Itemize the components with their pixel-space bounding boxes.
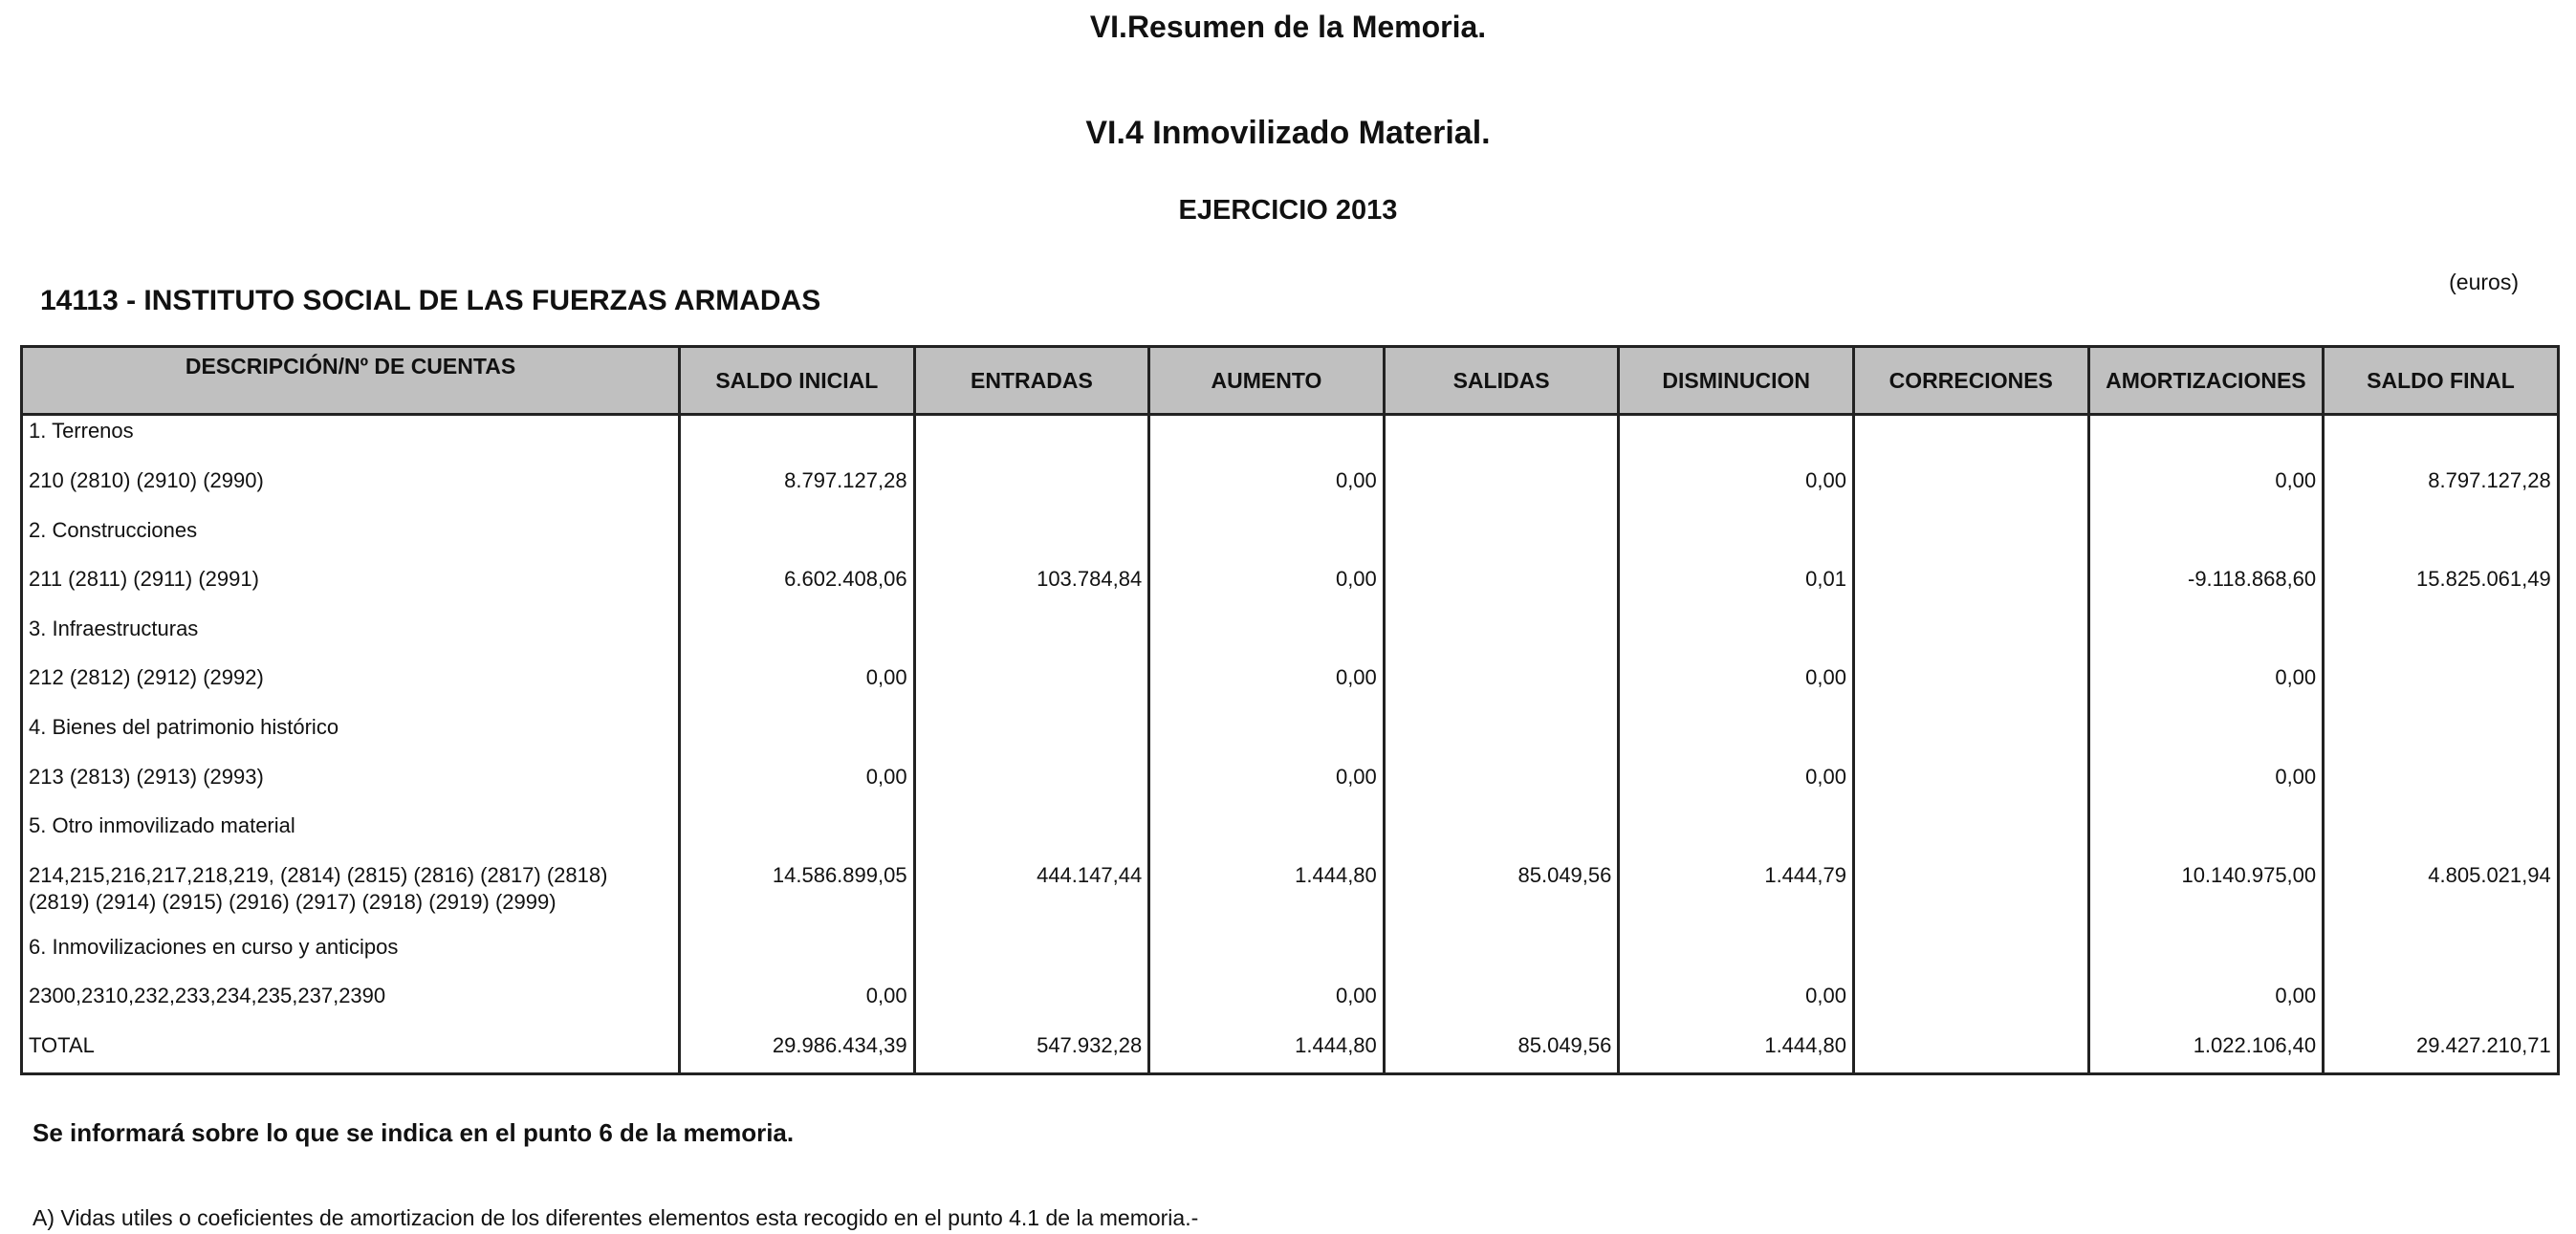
table-cell [2324,608,2559,658]
row-description-line: 214,215,216,217,218,219, (2814) (2815) (2816) (2817) (2818) [29,862,608,887]
table-cell: 85.049,56 [1384,1025,1619,1074]
table-row [22,756,2559,806]
table-cell: 0,00 [1149,657,1385,706]
table-cell [1384,460,1619,509]
table-cell [1853,756,2088,806]
table-cell [914,509,1149,559]
table-row [22,415,2559,461]
currency-unit-label: (euros) [2449,270,2519,294]
table-cell: 1.444,80 [1619,1025,1854,1074]
table-cell: 15.825.061,49 [2324,558,2559,608]
table-cell: 103.784,84 [914,558,1149,608]
table-cell: 4.805.021,94 [2324,855,2559,926]
column-header: SALDO FINAL [2324,347,2559,415]
table-cell: 0,00 [1149,460,1385,509]
row-description: 4. Bienes del patrimonio histórico [22,706,680,756]
table-cell [680,415,915,461]
table-cell: 0,00 [2088,657,2324,706]
table-header-row [22,347,2559,415]
table-cell [1384,558,1619,608]
table-cell: 0,00 [1619,460,1854,509]
table-cell [1384,657,1619,706]
column-header: SALDO INICIAL [680,347,915,415]
table-cell: 0,00 [1149,558,1385,608]
table-cell [914,657,1149,706]
table-cell [1853,460,2088,509]
table-cell: 1.022.106,40 [2088,1025,2324,1074]
table-cell [1384,975,1619,1025]
table-cell: 8.797.127,28 [2324,460,2559,509]
row-description: 2. Construcciones [22,509,680,559]
table-cell: -9.118.868,60 [2088,558,2324,608]
table-cell [1384,608,1619,658]
table-row [22,926,2559,976]
table-cell: 0,00 [1619,756,1854,806]
table-cell: 0,00 [1149,975,1385,1025]
table-cell [2324,706,2559,756]
table-cell [1853,415,2088,461]
table-cell [914,805,1149,855]
table-cell [1853,706,2088,756]
table-cell [1149,415,1385,461]
row-description-line: (2819) (2914) (2915) (2916) (2917) (2918) (2919) (2999) [29,889,557,914]
column-header: DISMINUCION [1619,347,1854,415]
table-cell [1149,805,1385,855]
table-row [22,608,2559,658]
table-cell [1853,1025,2088,1074]
table-cell: 1.444,79 [1619,855,1854,926]
table-cell: 0,00 [1619,975,1854,1025]
table-cell [914,926,1149,976]
table-cell [2088,926,2324,976]
row-description: 3. Infraestructuras [22,608,680,658]
row-description: 1. Terrenos [22,415,680,461]
column-header: AUMENTO [1149,347,1385,415]
amortization-note: A) Vidas utiles o coeficientes de amortizacion de los diferentes elementos esta recogido en el punto 4.1 de la memoria.- [33,1205,1199,1230]
table-cell [1853,509,2088,559]
table-cell [2088,415,2324,461]
table-cell [2088,706,2324,756]
table-cell [2324,756,2559,806]
table-cell [1619,805,1854,855]
table-cell [2088,608,2324,658]
table-cell [1853,558,2088,608]
table-cell: 444.147,44 [914,855,1149,926]
table-cell: 10.140.975,00 [2088,855,2324,926]
table-cell [1619,509,1854,559]
table-cell: 0,00 [680,657,915,706]
table-cell: 0,00 [1619,657,1854,706]
table-cell [680,926,915,976]
table-cell [1619,608,1854,658]
table-total-row [22,1025,2559,1074]
column-header: AMORTIZACIONES [2088,347,2324,415]
table-cell [2324,509,2559,559]
table-cell: 8.797.127,28 [680,460,915,509]
table-cell [1853,657,2088,706]
row-description: 213 (2813) (2913) (2993) [22,756,680,806]
table-row [22,558,2559,608]
table-row [22,855,2559,926]
table-cell [1853,805,2088,855]
table-cell: 1.444,80 [1149,855,1385,926]
table-cell [914,756,1149,806]
table-cell [1853,926,2088,976]
table-cell: 1.444,80 [1149,1025,1385,1074]
table-cell [2324,975,2559,1025]
table-cell [1384,926,1619,976]
table-cell [2324,657,2559,706]
table-cell: 547.932,28 [914,1025,1149,1074]
table-cell [1619,706,1854,756]
table-cell [2088,805,2324,855]
table-cell [2324,805,2559,855]
total-label: TOTAL [22,1025,680,1074]
table-row [22,657,2559,706]
table-cell [914,975,1149,1025]
table-cell: 0,00 [680,975,915,1025]
table-cell [1384,706,1619,756]
table-cell: 0,00 [2088,756,2324,806]
table-cell: 14.586.899,05 [680,855,915,926]
row-description: 6. Inmovilizaciones en curso y anticipos [22,926,680,976]
table-cell [680,608,915,658]
table-cell: 0,00 [1149,756,1385,806]
row-description: 2300,2310,232,233,234,235,237,2390 [22,975,680,1025]
fixed-assets-table [20,345,2560,1075]
table-cell [914,460,1149,509]
table-cell [2324,926,2559,976]
table-cell [1853,608,2088,658]
table-cell: 29.986.434,39 [680,1025,915,1074]
entity-title: 14113 - INSTITUTO SOCIAL DE LAS FUERZAS ARMADAS [40,285,821,316]
table-cell: 0,01 [1619,558,1854,608]
table-cell: 85.049,56 [1384,855,1619,926]
memory-note: Se informará sobre lo que se indica en el punto 6 de la memoria. [33,1118,795,1147]
table-cell [680,805,915,855]
table-cell: 0,00 [2088,460,2324,509]
column-header: ENTRADAS [914,347,1149,415]
table-cell [2324,415,2559,461]
table-row [22,509,2559,559]
table-cell: 0,00 [2088,975,2324,1025]
table-cell [1149,608,1385,658]
table-cell [914,608,1149,658]
table-cell [1384,415,1619,461]
main-title: VI.Resumen de la Memoria. [1089,10,1487,44]
row-description: 5. Otro inmovilizado material [22,805,680,855]
table-cell [1384,805,1619,855]
table-row [22,975,2559,1025]
table-cell [1149,706,1385,756]
column-header: SALIDAS [1384,347,1619,415]
table-cell [1149,509,1385,559]
table-cell: 29.427.210,71 [2324,1025,2559,1074]
row-description: 211 (2811) (2911) (2991) [22,558,680,608]
table-cell: 6.602.408,06 [680,558,915,608]
section-title: VI.4 Inmovilizado Material. [1085,115,1491,151]
row-description: 212 (2812) (2912) (2992) [22,657,680,706]
table-row [22,460,2559,509]
table-cell [1853,855,2088,926]
exercise-title: EJERCICIO 2013 [1178,195,1398,226]
table-cell [914,415,1149,461]
table-row [22,805,2559,855]
table-cell [1149,926,1385,976]
table-cell [2088,509,2324,559]
row-description: 210 (2810) (2910) (2990) [22,460,680,509]
table-row [22,706,2559,756]
table-cell [680,706,915,756]
row-description [22,855,680,926]
table-cell [914,706,1149,756]
table-cell [1384,509,1619,559]
table-cell [1619,415,1854,461]
table-cell [1384,756,1619,806]
table-cell: 0,00 [680,756,915,806]
table-cell [1619,926,1854,976]
column-header: DESCRIPCIÓN/Nº DE CUENTAS [22,347,680,415]
table-cell [1853,975,2088,1025]
table-cell [680,509,915,559]
column-header: CORRECIONES [1853,347,2088,415]
